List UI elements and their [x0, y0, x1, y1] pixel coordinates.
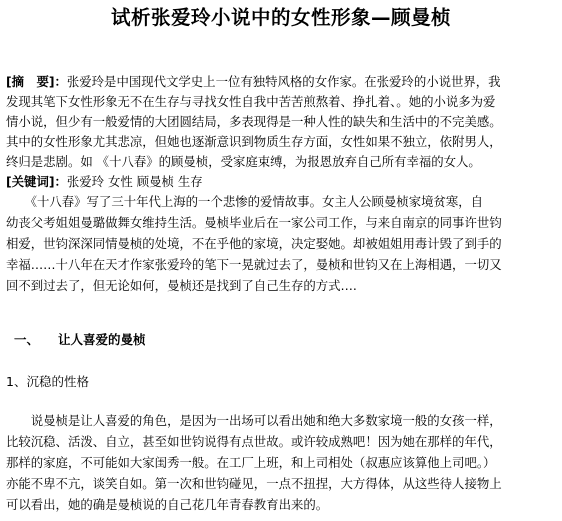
keywords-label: [关键词]：: [6, 174, 67, 189]
body-line-5: 可以看出，她的确是曼桢说的自己花几年青春教育出来的。: [6, 497, 329, 512]
body-line-4: 亦能不卑不亢，谈笑自如。第一次和世钧碰见，一点不扭捏，大方得体，从这些待人接物上: [6, 476, 502, 491]
body-line-1: 说曼桢是让人喜爱的角色，是因为一出场可以看出她和绝大多数家境一般的女孩一样，: [6, 413, 502, 428]
subsection-heading: 1、沉稳的性格: [6, 374, 89, 389]
abstract-label: [摘 要]：: [6, 74, 67, 89]
keywords-line: [6, 174, 203, 190]
body-line-2: 比较沉稳、活泼、自立，甚至如世钧说得有点世故。或许较成熟吧！因为她在那样的年代，: [6, 434, 502, 449]
abstract-line-2: 发现其笔下女性形象无不在生存与寻找女性自我中苦苦煎熬着、挣扎着、。她的小说多为爱: [6, 94, 496, 109]
intro-line-4: 幸福……十八年在天才作家张爱玲的笔下一晃就过去了，曼桢和世钧又在上海相遇，一切又: [6, 257, 502, 272]
section-number: 一、: [14, 332, 40, 347]
intro-line-5: 回不到过去了，但无论如何，曼桢还是找到了自己生存的方式….: [6, 278, 357, 293]
intro-line-2: 幼丧父考姐姐曼璐做舞女维持生活。曼桢毕业后在一家公司工作，与来自南京的同事许世钧: [6, 215, 502, 230]
intro-line-3: 相爱，世钧深深同情曼桢的处境，不在乎他的家境，决定娶她。却被姐姐用毒计毁了到手的: [6, 236, 502, 251]
document-title: 试析张爱玲小说中的女性形象—顾曼桢: [110, 6, 451, 29]
body-line-3: 那样的家庭，不可能如大家闺秀一般。在工厂上班，和上司相处（叔惠应该算他上司吧。）: [6, 455, 496, 470]
abstract-line-4: 其中的女性形象尤其悲凉，但她也逐渐意识到物质生存方面，女性如果不独立，依附男人，: [6, 134, 502, 149]
abstract-text: 张爱玲是中国现代文学史上一位有独特风格的女作家。在张爱玲的小说世界，我: [66, 74, 501, 89]
abstract-line-3: 情小说，但少有一般爱情的大团圆结局，多表现得是一种人性的缺失和生活中的不完美感。: [6, 114, 502, 129]
section-title: 让人喜爱的曼桢: [58, 332, 146, 347]
intro-line-1: 《十八春》写了三十年代上海的一个悲惨的爱情故事。女主人公顾曼桢家境贫寒，自: [6, 194, 484, 209]
abstract-line-1: [6, 74, 501, 90]
keywords-text: 张爱玲 女性 顾曼桢 生存: [66, 174, 203, 189]
section-heading: [14, 332, 146, 348]
abstract-line-5: 终归是悲剧。如 《十八春》的顾曼桢，受家庭束缚，为报恩放弃自己所有幸福的女人。: [6, 154, 481, 169]
